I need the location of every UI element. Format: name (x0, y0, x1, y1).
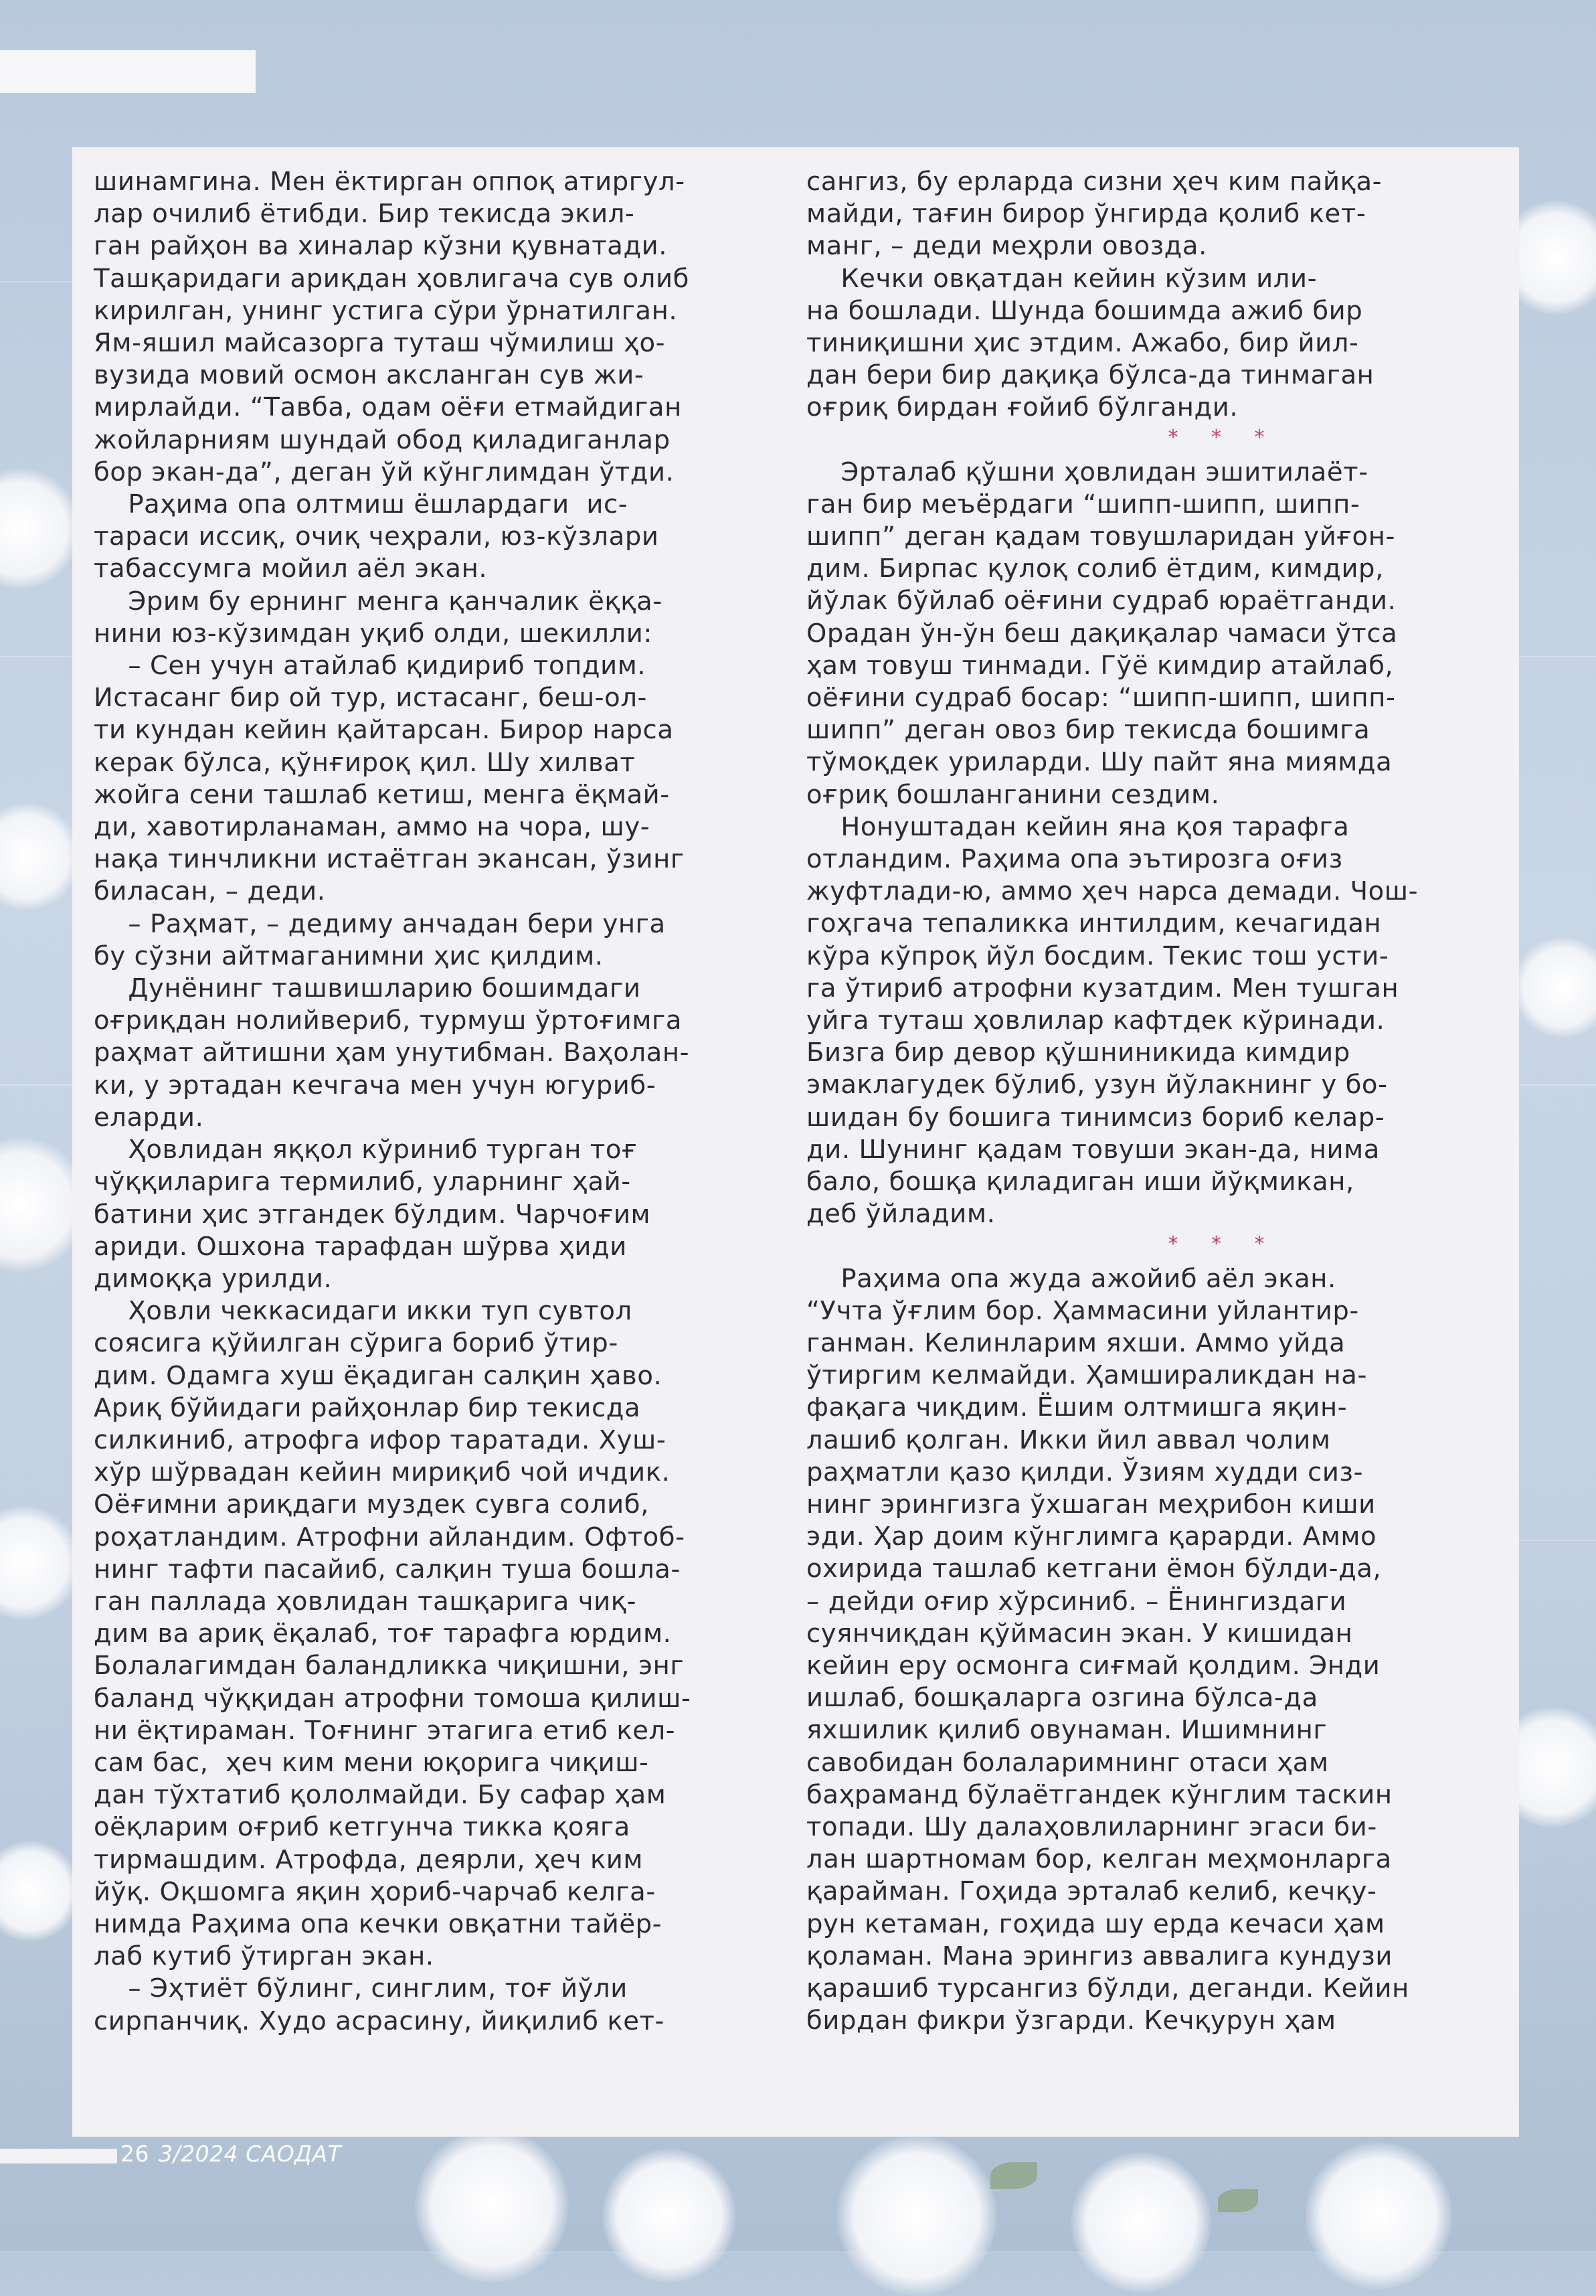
text-line: қарашиб турсангиз бўлди, деганди. Кейин (806, 1973, 1409, 2003)
text-line: “Учта ўғлим бор. Ҳаммасини уйлантир- (806, 1295, 1359, 1326)
text-line: биласан, – деди. (94, 876, 326, 907)
page-number: 26 (120, 2141, 149, 2167)
blossom-decoration (836, 2135, 997, 2296)
text-line: ди, хавотирланаман, аммо на чора, шу- (94, 812, 650, 843)
text-line: Ташқаридаги ариқдан ҳовлигача сув олиб (94, 263, 689, 294)
text-line: Дунёнинг ташвишларию бошимдаги (94, 973, 641, 1004)
text-line: оғриқ бошланганини сездим. (806, 779, 1220, 810)
text-line: оёғини судраб босар: “шипп-шипп, шипп- (806, 683, 1396, 714)
text-line: – Раҳмат, – дедиму анчадан бери унга (94, 908, 666, 939)
text-line: бало, бошқа қиладиган иши йўқмикан, (806, 1167, 1354, 1198)
text-line: ган паллада ҳовлидан ташқарига чиқ- (94, 1586, 637, 1617)
text-line: гоҳгача тепаликка интилдим, кечагидан (806, 908, 1382, 939)
text-line: Кечки овқатдан кейин кўзим или- (806, 263, 1318, 294)
text-line: лашиб қолган. Икки йил аввал чолим (806, 1424, 1331, 1455)
text-line: бу сўзни айтмаганимни ҳис қилдим. (94, 940, 604, 971)
text-line: баланд чўққидан атрофни томоша қилиш- (94, 1683, 691, 1714)
text-line: га ўтириб атрофни кузатдим. Мен тушган (806, 973, 1399, 1003)
text-line: соясига қўйилган сўрига бориб ўтир- (94, 1328, 618, 1359)
text-line: Ариқ бўйидаги райҳонлар бир текисда (94, 1392, 641, 1423)
text-line: йўқ. Оқшомга яқин ҳориб-чарчаб келга- (94, 1876, 656, 1907)
text-line: жуфтлади-ю, аммо ҳеч нарса демади. Чош- (806, 876, 1419, 907)
text-line: манг, – деди меҳрли овозда. (806, 231, 1207, 262)
text-line: еларди. (94, 1102, 204, 1133)
text-line: ни ёқтираман. Тоғнинг этагига етиб кел- (94, 1715, 676, 1746)
text-line: сам бас, ҳеч ким мени юқорига чиқиш- (94, 1747, 649, 1778)
text-line: Ҳовли чеккасидаги икки туп сувтол (94, 1296, 632, 1327)
text-line: Эрталаб қўшни ҳовлидан эшитилаёт- (806, 457, 1368, 487)
section-separator: * * * (1168, 425, 1278, 449)
text-line: дим. Бирпас қулоқ солиб ётдим, кимдир, (806, 554, 1384, 584)
left-text-column (94, 166, 786, 2038)
text-line: шидан бу бошига тинимсиз бориб келар- (806, 1102, 1385, 1133)
right-paragraph-block-1 (806, 166, 1499, 424)
text-line: тирмашдим. Атрофда, деярли, ҳеч ким (94, 1844, 644, 1875)
text-line: Орадан ўн-ўн беш дақиқалар чамаси ўтса (806, 618, 1398, 649)
text-line: майди, тағин бирор ўнгирда қолиб кет- (806, 199, 1366, 230)
text-line: раҳматли қазо қилди. Ўзиям худди сиз- (806, 1457, 1364, 1487)
text-line: ўтиргим келмайди. Ҳамшираликдан на- (806, 1360, 1367, 1391)
text-line: керак бўлса, қўнғироқ қил. Шу хилват (94, 747, 636, 778)
text-line: Бизга бир девор қўшниникида кимдир (806, 1038, 1350, 1068)
text-line: кўра кўпроқ йўл босдим. Текис тош усти- (806, 940, 1389, 971)
blossom-decoration (0, 803, 80, 910)
text-line: йўлак бўйлаб оёғини судраб юраётганди. (806, 586, 1397, 617)
text-line: мирлайди. “Тавба, одам оёғи етмайдиган (94, 392, 682, 423)
top-decor-strip (0, 50, 256, 93)
text-line: ган бир меъёрдаги “шипп-шипп, шипп- (806, 489, 1360, 519)
text-line: ҳам товуш тинмади. Гўё кимдир атайлаб, (806, 650, 1394, 681)
text-line: ти кундан кейин қайтарсан. Бирор нарса (94, 715, 674, 746)
text-line: нимда Раҳима опа кечки овқатни тайёр- (94, 1908, 662, 1939)
text-line: отландим. Раҳима опа эътирозга оғиз (806, 844, 1343, 875)
text-line: фақага чиқдим. Ёшим олтмишга яқин- (806, 1392, 1348, 1423)
text-line: нинг эрингизга ўхшаган меҳрибон киши (806, 1489, 1376, 1520)
text-line: дан тўхтатиб қололмайди. Бу сафар ҳам (94, 1780, 667, 1811)
text-line: лан шартномам бор, келган меҳмонларга (806, 1844, 1392, 1875)
text-line: дим. Одамга хуш ёқадиган салқин ҳаво. (94, 1360, 662, 1391)
text-line: Раҳима опа жуда ажойиб аёл экан. (806, 1263, 1336, 1294)
text-line: топади. Шу далаҳовлиларнинг эгаси би- (806, 1811, 1377, 1842)
text-line: силкиниб, атрофга ифор таратади. Хуш- (94, 1424, 667, 1455)
page-folio (120, 2141, 341, 2167)
text-line: Оёғимни ариқдаги муздек сувга солиб, (94, 1489, 649, 1520)
text-line: баҳраманд бўлаётгандек кўнглим таскин (806, 1779, 1393, 1810)
text-line: – Сен учун атайлаб қидириб топдим. (94, 651, 646, 681)
text-line: шипп” деган қадам товушларидан уйғон- (806, 521, 1395, 552)
text-line: бирдан фикри ўзгарди. Кечқурун ҳам (806, 2005, 1336, 2036)
text-line: Болалагимдан баландликка чиқишни, энг (94, 1651, 685, 1682)
text-line: рун кетаман, гоҳида шу ерда кечаси ҳам (806, 1908, 1385, 1939)
text-line: дан бери бир дақиқа бўлса-да тинмаган (806, 360, 1375, 391)
text-line: раҳмат айтишни ҳам унутибман. Ваҳолан- (94, 1038, 690, 1068)
text-line: уйга туташ ҳовлилар кафтдек кўринади. (806, 1005, 1385, 1036)
text-line: нини юз-кўзимдан уқиб олди, шекилли: (94, 618, 652, 649)
text-line: савобидан болаларимнинг отаси ҳам (806, 1747, 1329, 1778)
text-line: Ҳовлидан яққол кўриниб турган тоғ (94, 1135, 638, 1165)
text-line: дим ва ариқ ёқалаб, тоғ тарафга юрдим. (94, 1619, 672, 1649)
text-line: Истасанг бир ой тур, истасанг, беш-ол- (94, 683, 648, 714)
text-line: тиниқишни ҳис этдим. Ажабо, бир йил- (806, 328, 1359, 359)
text-line: ганман. Келинларим яхши. Аммо уйда (806, 1327, 1346, 1358)
text-line: Эрим бу ернинг менга қанчалик ёққа- (94, 586, 662, 617)
blossom-decoration (1305, 2142, 1452, 2289)
text-line: эди. Ҳар доим кўнглимга қарарди. Аммо (806, 1522, 1377, 1552)
text-line: Ям-яшил майсазорга туташ чўмилиш ҳо- (94, 328, 666, 359)
text-line: яхшилик қилиб овунаман. Ишимнинг (806, 1715, 1328, 1746)
text-line: чўққиларига термилиб, уларнинг ҳай- (94, 1167, 631, 1198)
text-line: лар очилиб ётибди. Бир текисда экил- (94, 199, 635, 230)
text-line: кирилган, унинг устига сўри ўрнатилган. (94, 295, 678, 326)
text-line: сирпанчиқ. Худо асрасину, йиқилиб кет- (94, 2005, 665, 2036)
text-line: роҳатландим. Атрофни айландим. Офтоб- (94, 1522, 685, 1552)
text-line: бор экан-да”, деган ўй кўнглимдан ўтди. (94, 457, 675, 487)
right-text-column (806, 166, 1499, 2037)
text-line: қарайман. Гоҳида эрталаб келиб, кечқу- (806, 1876, 1377, 1907)
text-line: шинамгина. Мен ёктирган оппоқ атиргул- (94, 167, 685, 197)
blossom-decoration (0, 1506, 80, 1620)
text-line: батини ҳис этгандек бўлдим. Чарчоғим (94, 1199, 651, 1230)
text-line: оғриқ бирдан ғойиб бўлганди. (806, 392, 1239, 423)
text-line: лаб кутиб ўтирган экан. (94, 1941, 434, 1972)
blossom-decoration (1512, 937, 1596, 1038)
text-line: жойга сени ташлаб кетиш, менга ёқмай- (94, 779, 670, 810)
text-line: табассумга мойил аёл экан. (94, 554, 488, 584)
text-line: ки, у эртадан кечгача мен учун югуриб- (94, 1070, 656, 1100)
text-line: оғриқдан нолийвериб, турмуш ўртоғимга (94, 1005, 683, 1036)
blossom-decoration (0, 1841, 80, 1941)
text-line: жойларниям шундай обод қиладиганлар (94, 424, 671, 455)
text-line: охирида ташлаб кетгани ёмон бўлди-да, (806, 1554, 1382, 1584)
right-paragraph-block-3 (806, 1263, 1499, 2038)
text-line: эмаклагудек бўлиб, узун йўлакнинг у бо- (806, 1070, 1388, 1100)
text-line: ган райҳон ва хиналар кўзни қувнатади. (94, 231, 668, 262)
blossom-decoration (1071, 2152, 1211, 2293)
right-paragraph-block-2 (806, 457, 1499, 1231)
text-line: димоққа урилди. (94, 1263, 333, 1294)
leaf-decoration (1218, 2189, 1258, 2212)
text-line: вузида мовий осмон аксланган сув жи- (94, 360, 644, 391)
text-line: Нонуштадан кейин яна қоя тарафга (806, 811, 1350, 842)
text-line: тараси иссиқ, очиқ чеҳрали, юз-кўзлари (94, 521, 659, 552)
blossom-decoration (415, 2129, 569, 2283)
blossom-decoration (602, 2149, 736, 2283)
text-line: нинг тафти пасайиб, салқин туша бошла- (94, 1554, 681, 1584)
text-line: ишлаб, бошқаларга озгина бўлса-да (806, 1683, 1318, 1714)
text-line: ди. Шунинг қадам товуши экан-да, нима (806, 1134, 1380, 1165)
text-line: суянчиқдан қўймасин экан. У кишидан (806, 1618, 1353, 1649)
text-line: хўр шўрвадан кейин мириқиб чой ичдик. (94, 1457, 671, 1488)
blossom-decoration (0, 469, 80, 589)
text-line: Раҳима опа олтмиш ёшлардаги ис- (94, 489, 628, 520)
text-line: на бошлади. Шунда бошимда ажиб бир (806, 295, 1363, 326)
section-separator: * * * (1168, 1232, 1278, 1256)
text-line: – Эҳтиёт бўлинг, синглим, тоғ йўли (94, 1973, 628, 2004)
text-line: кейин еру осмонга сиғмай қолдим. Энди (806, 1650, 1381, 1681)
text-line: ариди. Ошхона тарафдан шўрва ҳиди (94, 1231, 627, 1262)
text-line: деб ўйладим. (806, 1199, 996, 1230)
text-line: қоламан. Мана эрингиз аввалига кундузи (806, 1941, 1393, 1971)
text-line: сангиз, бу ерларда сизни ҳеч ким пайқа- (806, 167, 1383, 197)
text-line: тўмоқдек уриларди. Шу пайт яна миямда (806, 747, 1393, 778)
issue-label: 3/2024 САОДАТ (159, 2141, 342, 2167)
text-line: шипп” деган овоз бир текисда бошимга (806, 715, 1370, 746)
footer-decor-strip (0, 2149, 117, 2163)
leaf-decoration (990, 2162, 1037, 2189)
text-line: нақа тинчликни истаётган экансан, ўзинг (94, 844, 685, 875)
text-line: оёқларим оғриб кетгунча тикка қояга (94, 1812, 630, 1843)
text-line: – дейди оғир хўрсиниб. – Ёнингиздаги (806, 1586, 1347, 1617)
